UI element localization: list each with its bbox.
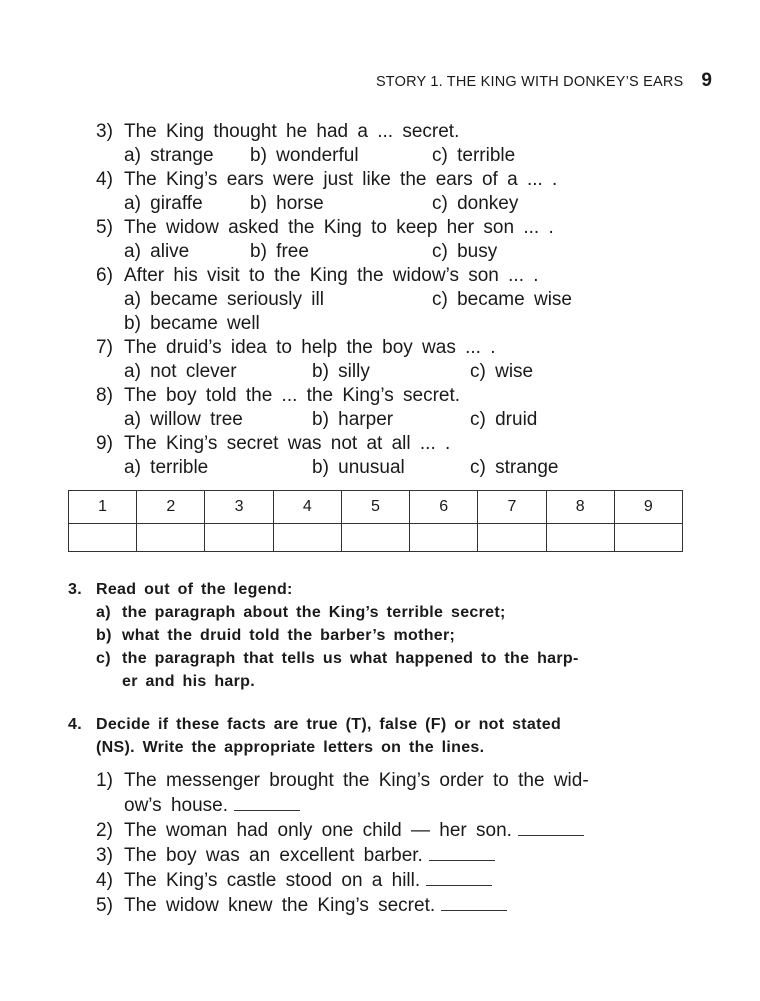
page-number: 9 — [701, 70, 712, 91]
exercise-3 — [68, 578, 579, 693]
answer-cell-2[interactable] — [137, 524, 205, 552]
answer-line[interactable] — [426, 869, 492, 886]
statement-number: 3) — [96, 845, 113, 866]
answer-cell-6[interactable] — [410, 524, 478, 552]
statement-text: ow’s house. — [124, 795, 228, 816]
answer-cell-4[interactable] — [273, 524, 341, 552]
exercise-4-instruction-line-2: (NS). Write the appropriate letters on the lines. — [96, 739, 485, 756]
exercise-4-instruction — [68, 713, 561, 736]
answer-line[interactable] — [429, 844, 495, 861]
option-b: b) unusual — [312, 457, 405, 478]
true-false-statements — [96, 768, 696, 918]
answer-table-header: 3 — [205, 491, 273, 524]
answer-cell-9[interactable] — [614, 524, 682, 552]
answer-table-header: 2 — [137, 491, 205, 524]
statement-number: 4) — [96, 870, 113, 891]
question-number: 6) — [96, 265, 113, 286]
item-text: the paragraph about the King’s terrible secret; — [122, 604, 506, 621]
statement-5 — [96, 893, 696, 918]
option-c: c) busy — [432, 241, 498, 262]
question-6-options — [96, 288, 696, 312]
option-b: b) became well — [124, 313, 260, 334]
answer-line[interactable] — [234, 794, 300, 811]
option-c: c) wise — [470, 361, 534, 382]
question-4-options — [96, 192, 696, 216]
exercise-3-instruction — [68, 578, 579, 601]
answer-line[interactable] — [518, 819, 584, 836]
option-b: b) wonderful — [250, 145, 359, 166]
question-number: 7) — [96, 337, 113, 358]
question-9 — [96, 432, 696, 456]
option-a: a) terrible — [124, 457, 209, 478]
statement-text: The boy was an excellent barber. — [124, 845, 423, 866]
question-6-options-second-line — [96, 312, 696, 336]
question-5-options — [96, 240, 696, 264]
option-a: a) strange — [124, 145, 214, 166]
item-text: the paragraph that tells us what happened to the harp- — [122, 650, 579, 667]
question-text: The King’s secret was not at all ... . — [124, 433, 451, 454]
question-6 — [96, 264, 696, 288]
question-number: 5) — [96, 217, 113, 238]
page-header — [376, 70, 712, 92]
question-5 — [96, 216, 696, 240]
option-a: a) alive — [124, 241, 190, 262]
question-number: 3) — [96, 121, 113, 142]
question-text: The King thought he had a ... secret. — [124, 121, 460, 142]
item-label: c) — [96, 650, 111, 667]
statement-text: The King’s castle stood on a hill. — [124, 870, 421, 891]
statement-1-continuation — [96, 793, 696, 818]
option-a: a) became seriously ill — [124, 289, 324, 310]
statement-2 — [96, 818, 696, 843]
item-text: what the druid told the barber’s mother; — [122, 627, 456, 644]
answer-table — [68, 490, 683, 552]
exercise-3-item-a — [68, 601, 579, 624]
answer-cell-1[interactable] — [69, 524, 137, 552]
exercise-number: 4. — [68, 716, 82, 733]
question-number: 8) — [96, 385, 113, 406]
question-text: The widow asked the King to keep her son ... . — [124, 217, 554, 238]
statement-number: 2) — [96, 820, 113, 841]
option-b: b) harper — [312, 409, 394, 430]
question-text: The boy told the ... the King’s secret. — [124, 385, 461, 406]
answer-cell-8[interactable] — [546, 524, 614, 552]
statement-number: 1) — [96, 770, 113, 791]
statement-number: 5) — [96, 895, 113, 916]
option-b: b) free — [250, 241, 309, 262]
statement-3 — [96, 843, 696, 868]
item-label: b) — [96, 627, 112, 644]
statement-1 — [96, 768, 696, 793]
answer-table-header: 9 — [614, 491, 682, 524]
option-c: c) terrible — [432, 145, 516, 166]
answer-table-header: 5 — [341, 491, 409, 524]
option-a: a) giraffe — [124, 193, 203, 214]
exercise-3-item-c-continuation: er and his harp. — [122, 673, 255, 690]
question-7 — [96, 336, 696, 360]
multiple-choice-questions — [96, 120, 696, 480]
question-text: The druid’s idea to help the boy was ... . — [124, 337, 496, 358]
question-text: The King’s ears were just like the ears of a ... . — [124, 169, 558, 190]
statement-text: The widow knew the King’s secret. — [124, 895, 436, 916]
option-c: c) donkey — [432, 193, 519, 214]
running-title: STORY 1. THE KING WITH DONKEY’S EARS — [375, 74, 684, 90]
question-9-options — [96, 456, 696, 480]
question-8 — [96, 384, 696, 408]
option-c: c) strange — [470, 457, 559, 478]
answer-table-header: 7 — [478, 491, 546, 524]
question-number: 4) — [96, 169, 113, 190]
answer-table-header: 8 — [546, 491, 614, 524]
item-label: a) — [96, 604, 111, 621]
instruction-text: Read out of the legend: — [96, 581, 293, 598]
exercise-number: 3. — [68, 581, 82, 598]
option-b: b) horse — [250, 193, 324, 214]
answer-line[interactable] — [441, 894, 507, 911]
option-b: b) silly — [312, 361, 370, 382]
answer-table-header: 6 — [410, 491, 478, 524]
answer-table-header: 4 — [273, 491, 341, 524]
answer-cell-3[interactable] — [205, 524, 273, 552]
question-3 — [96, 120, 696, 144]
answer-cell-5[interactable] — [341, 524, 409, 552]
answer-table-blank-row — [69, 524, 683, 552]
answer-table-header-row — [69, 491, 683, 524]
exercise-3-item-b — [68, 624, 579, 647]
question-8-options — [96, 408, 696, 432]
option-a: a) willow tree — [124, 409, 243, 430]
exercise-4 — [68, 713, 561, 759]
question-7-options — [96, 360, 696, 384]
statement-4 — [96, 868, 696, 893]
statement-text: The woman had only one child — her son. — [124, 820, 512, 841]
option-c: c) became wise — [432, 289, 572, 310]
option-c: c) druid — [470, 409, 538, 430]
question-4 — [96, 168, 696, 192]
question-text: After his visit to the King the widow’s son ... . — [124, 265, 539, 286]
answer-table-header: 1 — [69, 491, 137, 524]
option-a: a) not clever — [124, 361, 237, 382]
instruction-text: Decide if these facts are true (T), false (F) or not stated — [96, 716, 562, 733]
question-number: 9) — [96, 433, 113, 454]
exercise-3-item-c — [68, 647, 579, 670]
question-3-options — [96, 144, 696, 168]
statement-text: The messenger brought the King’s order to the wid- — [124, 770, 589, 791]
answer-cell-7[interactable] — [478, 524, 546, 552]
